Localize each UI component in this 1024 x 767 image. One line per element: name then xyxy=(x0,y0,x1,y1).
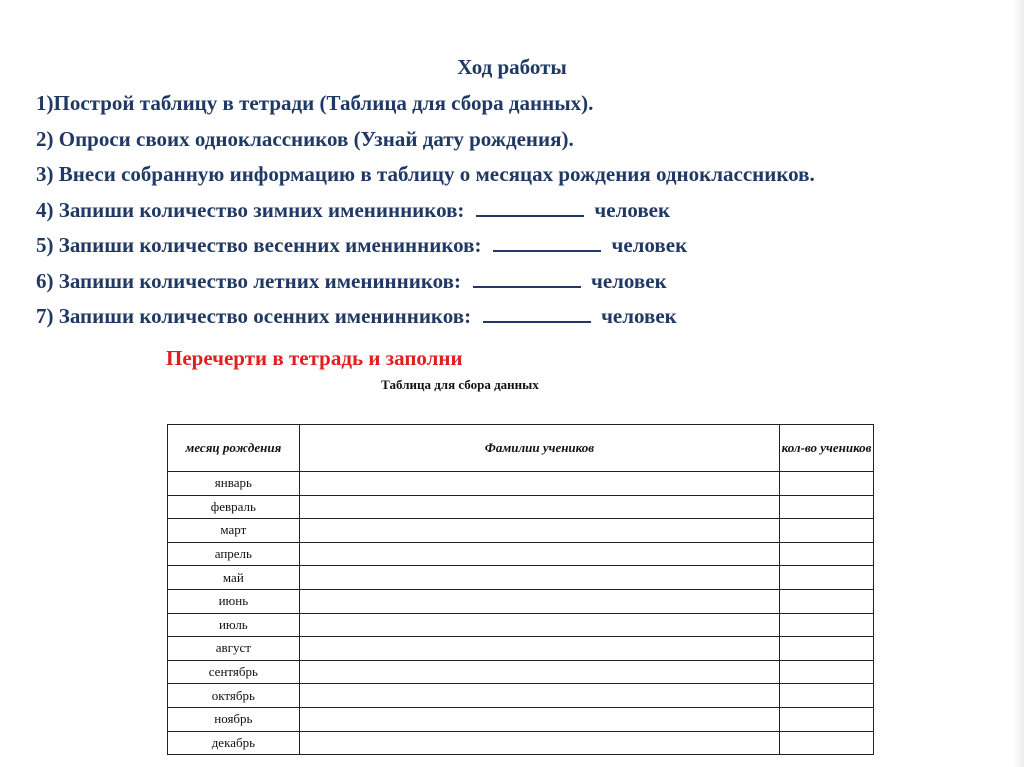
count-cell[interactable] xyxy=(780,684,874,708)
step-text: 5) Запиши количество весенних именинников: xyxy=(36,233,482,257)
month-cell: декабрь xyxy=(168,731,300,755)
step-5 xyxy=(36,230,1016,266)
table-row xyxy=(168,707,874,731)
step-suffix: человек xyxy=(594,197,671,222)
step-7 xyxy=(36,301,1016,337)
instruction-heading: Перечерти в тетрадь и заполни xyxy=(166,346,463,370)
names-cell[interactable] xyxy=(299,613,779,637)
step-suffix: человек xyxy=(611,233,688,257)
step-6 xyxy=(36,266,1016,302)
month-cell: май xyxy=(168,566,300,590)
table-row xyxy=(168,519,874,543)
step-suffix: человек xyxy=(590,268,667,293)
names-cell[interactable] xyxy=(299,660,779,684)
table-header-row xyxy=(168,425,874,472)
header-month: месяц рождения xyxy=(168,425,300,472)
table-row xyxy=(168,613,874,637)
count-cell[interactable] xyxy=(780,637,874,661)
table-row xyxy=(168,566,874,590)
step-text: 3) Внеси собранную информацию в таблицу о месяцах рождения одноклассников. xyxy=(36,162,815,186)
month-cell: июль xyxy=(168,613,300,637)
names-cell[interactable] xyxy=(299,637,779,661)
page-title: Ход работы xyxy=(457,55,567,79)
names-cell[interactable] xyxy=(299,731,779,755)
table-row xyxy=(168,637,874,661)
table-row xyxy=(168,495,874,519)
count-cell[interactable] xyxy=(780,707,874,731)
table-row xyxy=(168,731,874,755)
month-cell: ноябрь xyxy=(168,707,300,731)
month-cell: сентябрь xyxy=(168,660,300,684)
month-cell: январь xyxy=(168,472,300,496)
answer-blank[interactable] xyxy=(483,303,591,323)
month-cell: август xyxy=(168,637,300,661)
step-text: 4) Запиши количество зимних именинников: xyxy=(36,197,465,222)
step-text: 2) Опроси своих одноклассников (Узнай дату рождения). xyxy=(36,126,574,151)
step-4 xyxy=(36,195,1016,231)
answer-blank[interactable] xyxy=(476,197,584,217)
month-cell: февраль xyxy=(168,495,300,519)
answer-blank[interactable] xyxy=(493,232,601,252)
step-suffix: человек xyxy=(601,304,677,328)
table-caption xyxy=(0,377,1024,393)
names-cell[interactable] xyxy=(299,707,779,731)
table-row xyxy=(168,660,874,684)
names-cell[interactable] xyxy=(299,472,779,496)
birthday-table xyxy=(167,424,874,755)
names-cell[interactable] xyxy=(299,566,779,590)
month-cell: июнь xyxy=(168,589,300,613)
count-cell[interactable] xyxy=(780,566,874,590)
names-cell[interactable] xyxy=(299,684,779,708)
table-row xyxy=(168,684,874,708)
step-text: 7) Запиши количество осенних именинников: xyxy=(36,304,472,328)
count-cell[interactable] xyxy=(780,542,874,566)
names-cell[interactable] xyxy=(299,542,779,566)
step-3 xyxy=(36,159,1016,195)
steps-list xyxy=(36,88,1016,337)
count-cell[interactable] xyxy=(780,472,874,496)
count-cell[interactable] xyxy=(780,589,874,613)
names-cell[interactable] xyxy=(299,495,779,519)
table-row xyxy=(168,542,874,566)
step-text: 6) Запиши количество летних именинников: xyxy=(36,268,461,293)
step-text: 1)Построй таблицу в тетради (Таблица для сбора данных). xyxy=(36,91,594,115)
count-cell[interactable] xyxy=(780,519,874,543)
count-cell[interactable] xyxy=(780,660,874,684)
header-names: Фамилии учеников xyxy=(299,425,779,472)
count-cell[interactable] xyxy=(780,495,874,519)
answer-blank[interactable] xyxy=(473,268,581,288)
month-cell: март xyxy=(168,519,300,543)
table-caption-text: Таблица для сбора данных xyxy=(381,377,539,392)
header-count: кол-во учеников xyxy=(780,425,874,472)
table-row xyxy=(168,472,874,496)
month-cell: октябрь xyxy=(168,684,300,708)
count-cell[interactable] xyxy=(780,613,874,637)
step-2 xyxy=(36,124,1016,160)
names-cell[interactable] xyxy=(299,589,779,613)
table-row xyxy=(168,589,874,613)
names-cell[interactable] xyxy=(299,519,779,543)
count-cell[interactable] xyxy=(780,731,874,755)
month-cell: апрель xyxy=(168,542,300,566)
step-1 xyxy=(36,88,1016,124)
